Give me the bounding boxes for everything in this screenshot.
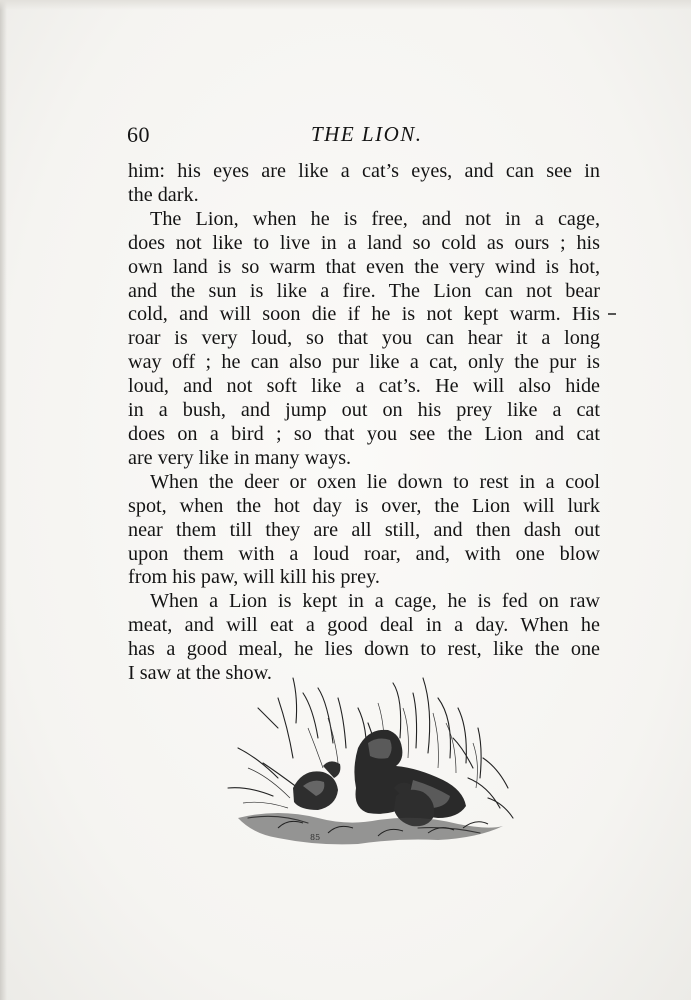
text-line: I saw at the show. <box>128 662 272 685</box>
text-line: The Lion, when he is free, and not in a cage, <box>150 207 600 230</box>
text-line: from his paw, will kill his prey. <box>128 566 380 589</box>
illustration-signature: 85 <box>310 833 321 842</box>
text-line: and the sun is like a fire. The Lion can not bear <box>128 279 600 302</box>
paragraph <box>128 208 600 471</box>
text-line: near them till they are all still, and then dash out <box>128 518 600 541</box>
text-line: him: his eyes are like a cat’s eyes, and can see in <box>128 160 600 182</box>
text-line: When a Lion is kept in a cage, he is fed on raw <box>150 590 600 613</box>
margin-mark <box>608 313 616 315</box>
text-line: loud, and not soft like a cat’s. He will also hide <box>128 375 600 398</box>
text-line: meat, and will eat a good deal in a day. When he <box>128 614 600 637</box>
text-line: are very like in many ways. <box>128 446 352 469</box>
text-line: spot, when the hot day is over, the Lion will lurk <box>128 494 600 517</box>
text-line: the dark. <box>128 183 199 206</box>
text-line: does not like to live in a land so cold as ours ; his <box>128 231 600 254</box>
lion-cubs-illustration <box>218 668 518 858</box>
text-line: roar is very loud, so that you can hear it a long <box>128 327 600 350</box>
page-number: 60 <box>127 122 150 147</box>
text-line: way off ; he can also pur like a cat, only the pur is <box>128 351 600 374</box>
text-line: When the deer or oxen lie down to rest in a cool <box>150 470 600 493</box>
body-text <box>128 160 600 686</box>
page-header <box>127 122 599 152</box>
text-line: does on a bird ; so that you see the Lion and cat <box>128 422 600 445</box>
text-line: own land is so warm that even the very wind is hot, <box>128 255 600 278</box>
text-line: has a good meal, he lies down to rest, like the one <box>128 638 600 661</box>
text-line: in a bush, and jump out on his prey like a cat <box>128 399 600 422</box>
page-edge-shadow <box>0 0 7 1000</box>
text-line: upon them with a loud roar, and, with one blow <box>128 542 600 565</box>
page-top-shadow <box>0 0 691 10</box>
paragraph <box>128 160 600 208</box>
text-line: cold, and will soon die if he is not kept warm. His <box>128 303 600 326</box>
running-title: THE LION. <box>311 122 423 146</box>
paragraph <box>128 471 600 591</box>
